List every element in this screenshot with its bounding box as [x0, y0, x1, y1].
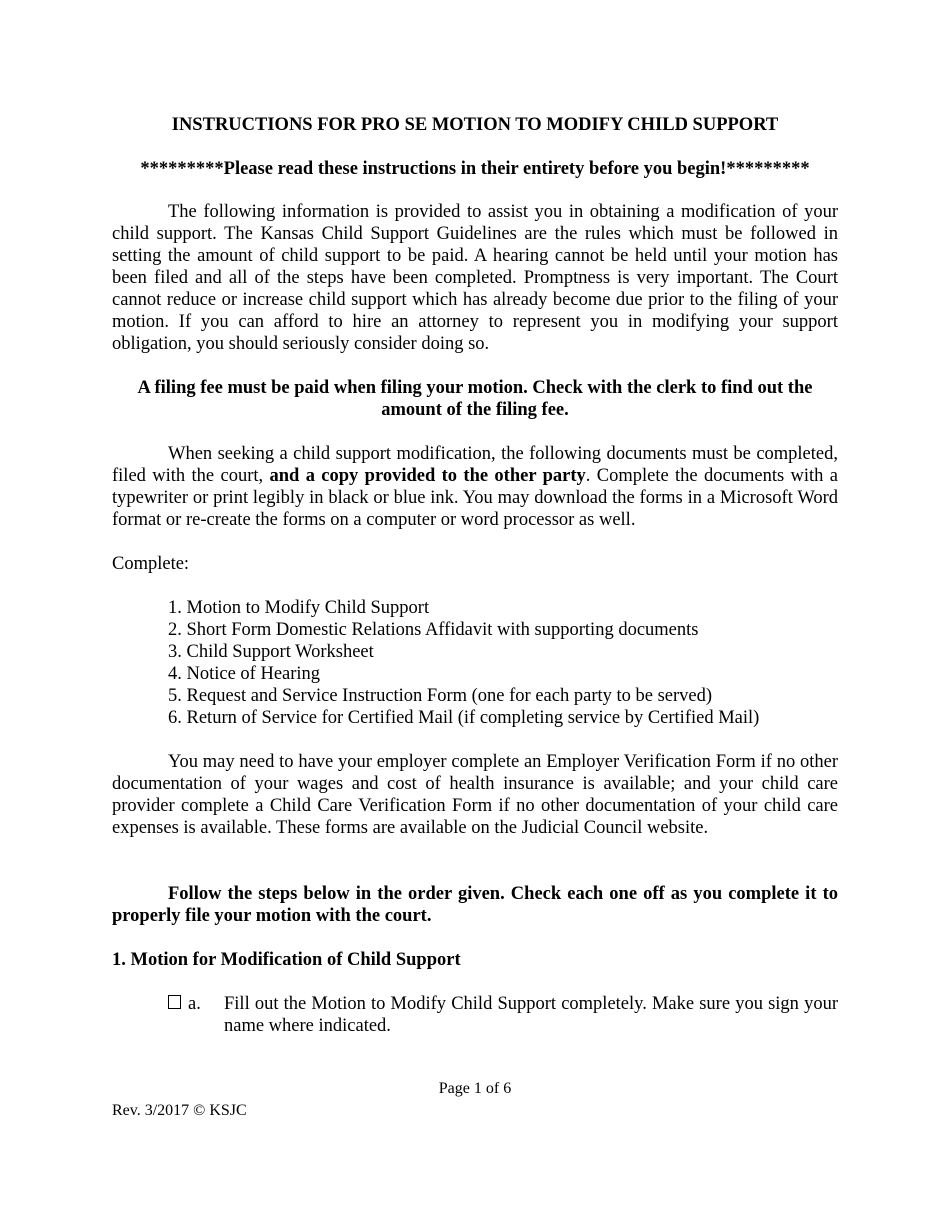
page-number: Page 1 of 6: [438, 1080, 512, 1097]
documents-paragraph-part1: When seeking a child support modification, the following documents must be completed, filed with the court,: [112, 444, 838, 486]
list-item: 1. Motion to Modify Child Support: [168, 598, 430, 618]
document-title: INSTRUCTIONS FOR PRO SE MOTION TO MODIFY CHILD SUPPORT: [171, 115, 779, 135]
section-heading: 1. Motion for Modification of Child Support: [112, 950, 461, 970]
checklist-letter: a.: [188, 994, 201, 1014]
list-item: 2. Short Form Domestic Relations Affidavit with supporting documents: [168, 620, 699, 640]
checkbox[interactable]: [168, 995, 181, 1009]
list-item: 3. Child Support Worksheet: [168, 642, 374, 662]
checklist-text: Fill out the Motion to Modify Child Support completely. Make sure you sign your name where indicated.: [224, 994, 838, 1036]
list-item: 5. Request and Service Instruction Form (one for each party to be served): [168, 686, 713, 706]
intro-paragraph: The following information is provided to assist you in obtaining a modification of your child support. The Kansas Child Support Guidelines are the rules which must be followed in setting the amount of child support to be paid. A hearing cannot be held until your motion has been filed and all of the steps have been completed. Promptness is very important. The Court cannot reduce or increase child support which has already become due prior to the filing of your motion. If you can afford to hire an attorney to represent you in modifying your support obligation, you should seriously consider doing so.: [112, 202, 838, 354]
documents-paragraph: [112, 443, 838, 531]
read-warning: *********Please read these instructions in their entirety before you begin!*********: [140, 159, 810, 179]
list-item: 4. Notice of Hearing: [168, 664, 321, 684]
employer-paragraph: You may need to have your employer complete an Employer Verification Form if no other documentation of your wages and cost of health insurance is available; and your child care provider complete a Child Care Verification Form if no other documentation of your child care expenses is available. These forms are available on the Judicial Council website.: [112, 752, 838, 838]
complete-label: Complete:: [112, 554, 190, 574]
list-item: 6. Return of Service for Certified Mail (if completing service by Certified Mail): [168, 708, 760, 728]
steps-note: Follow the steps below in the order given. Check each one off as you complete it to properly file your motion with the court.: [112, 884, 838, 926]
documents-paragraph-bold: and a copy provided to the other party: [269, 466, 586, 486]
documents-list: [168, 597, 759, 729]
revision-footer: Rev. 3/2017 © KSJC: [112, 1102, 247, 1119]
filing-fee-note: A filing fee must be paid when filing your motion. Check with the clerk to find out the amount of the filing fee.: [137, 378, 813, 420]
documents-paragraph-part2: . Complete the documents with a typewriter or print legibly in black or blue ink. You may download the forms in a Microsoft Word format or re-create the forms on a computer or word processor as well.: [112, 466, 838, 530]
